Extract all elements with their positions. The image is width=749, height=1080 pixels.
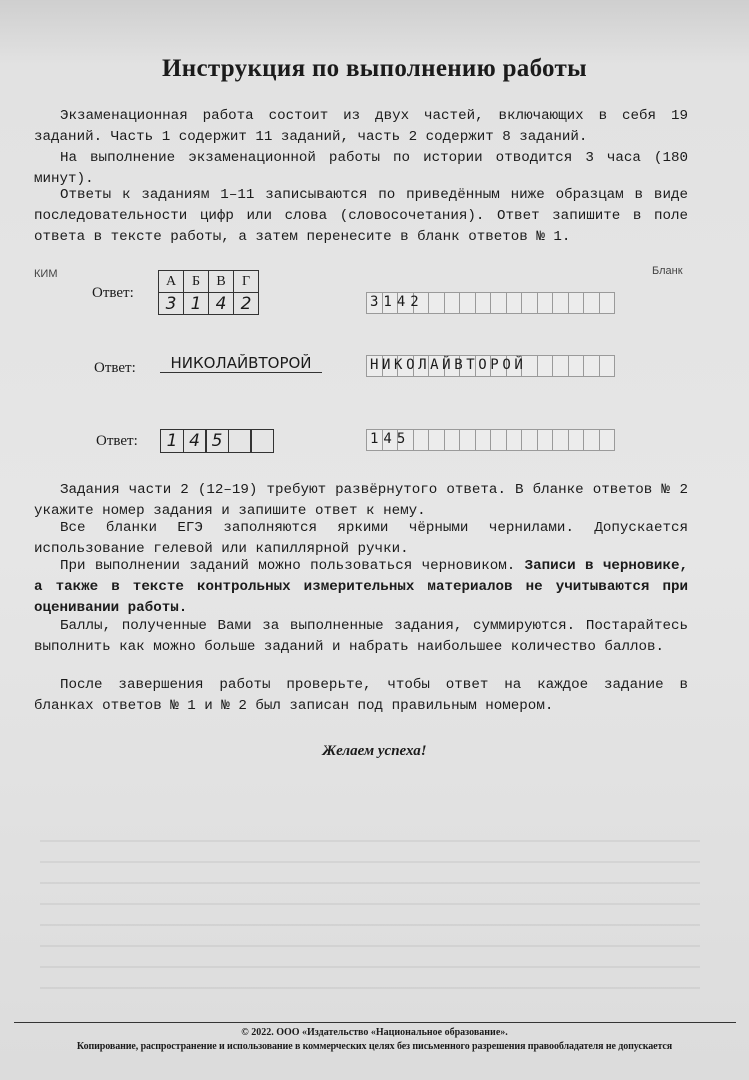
sample-grid-letters [158,270,259,315]
cell-digit [250,429,274,453]
grid-digit: 3 [159,293,184,315]
answer-label-1: Ответ: [92,285,134,301]
answer-label-3: Ответ: [96,433,138,449]
draft-plain: При выполнении заданий можно пользоваться черновиком. [60,558,516,574]
blank-cells-1 [366,292,614,316]
cell-digit: 1 [160,429,184,453]
grid-digit: 2 [234,293,259,315]
grid-header-a: А [159,271,184,293]
footer-copyright: © 2022. ООО «Издательство «Национальное образование». [241,1027,508,1038]
page-title: Инструкция по выполнению работы [162,55,587,82]
blank-text-1: 3142 [370,294,424,310]
blank-cells-3 [366,429,614,453]
paragraph-ink: Все бланки ЕГЭ заполняются яркими чёрными чернилами. Допускается использование гелевой или капиллярной ручки. [34,520,688,557]
paragraph-answers-part1: Ответы к заданиям 1–11 записываются по приведённым ниже образцам в виде последовательности цифр или слова (словосочетания). Ответ запишите в поле ответа в тексте работы, а затем перенесите в бланк ответов № 1. [34,187,688,245]
cell-digit: 5 [205,429,229,453]
blank-label: Бланк [652,265,683,277]
footer-rights: Копирование, распространение и использование в коммерческих целях без письменного разрешения правообладателя не допускается [76,1041,673,1052]
answer-label-2: Ответ: [94,360,136,376]
kim-label: КИМ [34,268,58,280]
cell-digit: 4 [183,429,207,453]
footer-divider [14,1022,736,1023]
paragraph-scores: Баллы, полученные Вами за выполненные задания, суммируются. Постарайтесь выполнить как можно больше заданий и набрать наибольшее количество баллов. [34,618,688,655]
draft-bold: Записи в черновике, а также в тексте контрольных измерительных материалов не учитываются при оценивании работы. [34,558,688,616]
grid-header-v: В [209,271,234,293]
blank-text-2: НИКОЛАЙВТОРОЙ [370,357,527,373]
paragraph-parts: Экзаменационная работа состоит из двух частей, включающих в себя 19 заданий. Часть 1 содержит 11 заданий, часть 2 содержит 8 заданий. [34,108,688,145]
closing-wish: Желаем успеха! [322,743,427,759]
grid-header-g: Г [234,271,259,293]
paragraph-check: После завершения работы проверьте, чтобы ответ на каждое задание в бланках ответов № 1 и № 2 был записан под правильным номером. [34,677,688,714]
handwritten-answer-2: НИКОЛАЙВТОРОЙ [160,354,322,373]
show-through-texture [40,840,700,990]
paragraph-draft [34,556,688,619]
paragraph-time: На выполнение экзаменационной работы по истории отводится 3 часа (180 минут). [34,150,688,187]
sample-cells-3 [160,429,273,453]
cell-digit [228,429,252,453]
blank-text-3: 145 [370,431,411,447]
grid-header-b: Б [184,271,209,293]
grid-digit: 4 [209,293,234,315]
blank-cells-2 [366,355,614,379]
paragraph-part2: Задания части 2 (12–19) требуют развёрнутого ответа. В бланке ответов № 2 укажите номер задания и запишите ответ к нему. [34,482,688,519]
grid-digit: 1 [184,293,209,315]
